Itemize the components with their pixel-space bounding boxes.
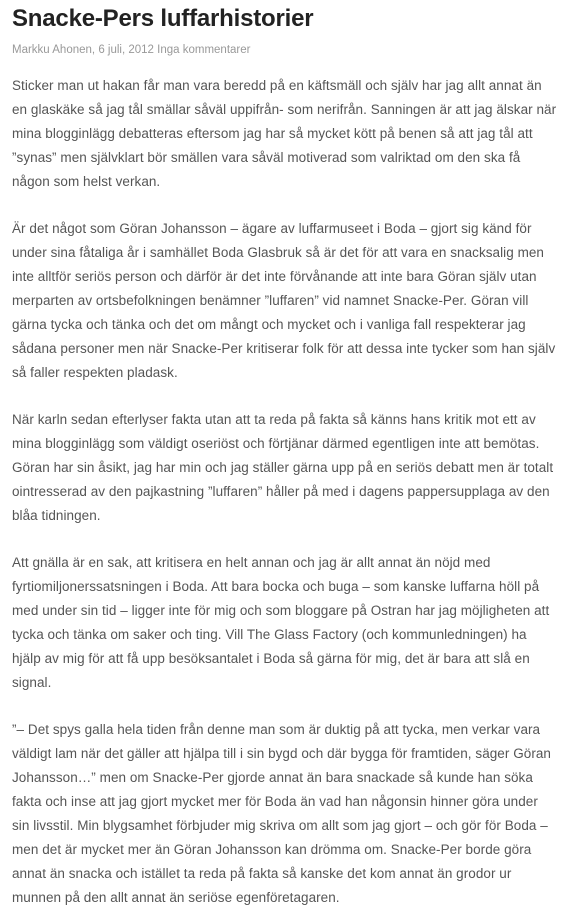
paragraph: Att gnälla är en sak, att kritisera en helt annan och jag är allt annat än nöjd med fyrtiomiljonerssatsningen i Boda. Att bara bocka och buga – som kanske luffarna höll på med under sin tid – ligger inte för mig och som bloggare på Ostran har jag möjligheten att tycka och tänka om saker och ting. Vill The Glass Factory (och kommunledningen) ha hjälp av mig för att få upp besöksantalet i Boda så gärna för mig, det är bara att slå en signal. xyxy=(12,555,550,690)
paragraph: Sticker man ut hakan får man vara beredd på en käftsmäll och själv har jag allt annat än en glaskäke så jag tål smällar såväl uppifrån- som nerifrån. Sanningen är att jag älskar när mina blogginlägg debatteras eftersom jag har så mycket kött på benen så att jag tål att ”synas” men självklart bör smällen vara såväl motiverad som valriktad om den ska få någon som helst verkan. xyxy=(12,78,557,189)
paragraph: När karln sedan efterlyser fakta utan att ta reda på fakta så känns hans kritik mot ett av mina blogginlägg som väldigt oseriöst och förtjänar därmed egentligen inte att bemötas. Göran har sin åsikt, jag har min och jag ställer gärna upp på en seriös debatt men är totalt ointresserad av den pajkastning ”luffaren” håller på med i dagens pappersupplaga av den blåa tidningen. xyxy=(12,412,554,523)
paragraph: ”– Det spys galla hela tiden från denne man som är duktig på att tycka, men verkar vara väldigt lam när det gäller att hjälpa till i sin bygd och där bygga för framtiden, säger Göran Johansson…” men om Snacke-Per gjorde annat än bara snackade så kunde han söka fakta och inse att jag gjort mycket mer för Boda än vad han någonsin hinner göra under sin livsstil. Min blygsamhet förbjuder mig skriva om allt som jag gjort – och gör för Boda – men det är mycket mer än Göran Johansson kan drömma om. Snacke-Per borde göra annat än snacka och istället ta reda på fakta så kanske det kom annat än grodor ur munnen på den allt annat än seriöse egenföretagaren. xyxy=(12,722,551,905)
post-content xyxy=(12,74,559,910)
author-link[interactable]: Markku Ahonen xyxy=(12,44,92,56)
post-title[interactable]: Snacke-Pers luffarhistorier xyxy=(12,5,314,32)
post-meta xyxy=(12,42,559,58)
meta-separator: , xyxy=(91,44,96,56)
post-date: 6 juli, 2012 xyxy=(98,44,154,56)
paragraph: Är det något som Göran Johansson – ägare av luffarmuseet i Boda – gjort sig känd för under sina fåtaliga år i samhället Boda Glasbruk så är det för att vara en snacksalig men inte alltför seriös person och därför är det inte förvånande att inte bara Göran själv utan merparten av ortsbefolkningen benämner ”luffaren” vid namnet Snacke-Per. Göran vill gärna tycka och tänka och det om mångt och mycket och i vanliga fall respekterar jag sådana personer men när Snacke-Per kritiserar folk för att dessa inte tycker som han själv så faller respekten pladask. xyxy=(12,221,556,380)
comments-link[interactable]: Inga kommentarer xyxy=(157,44,251,56)
